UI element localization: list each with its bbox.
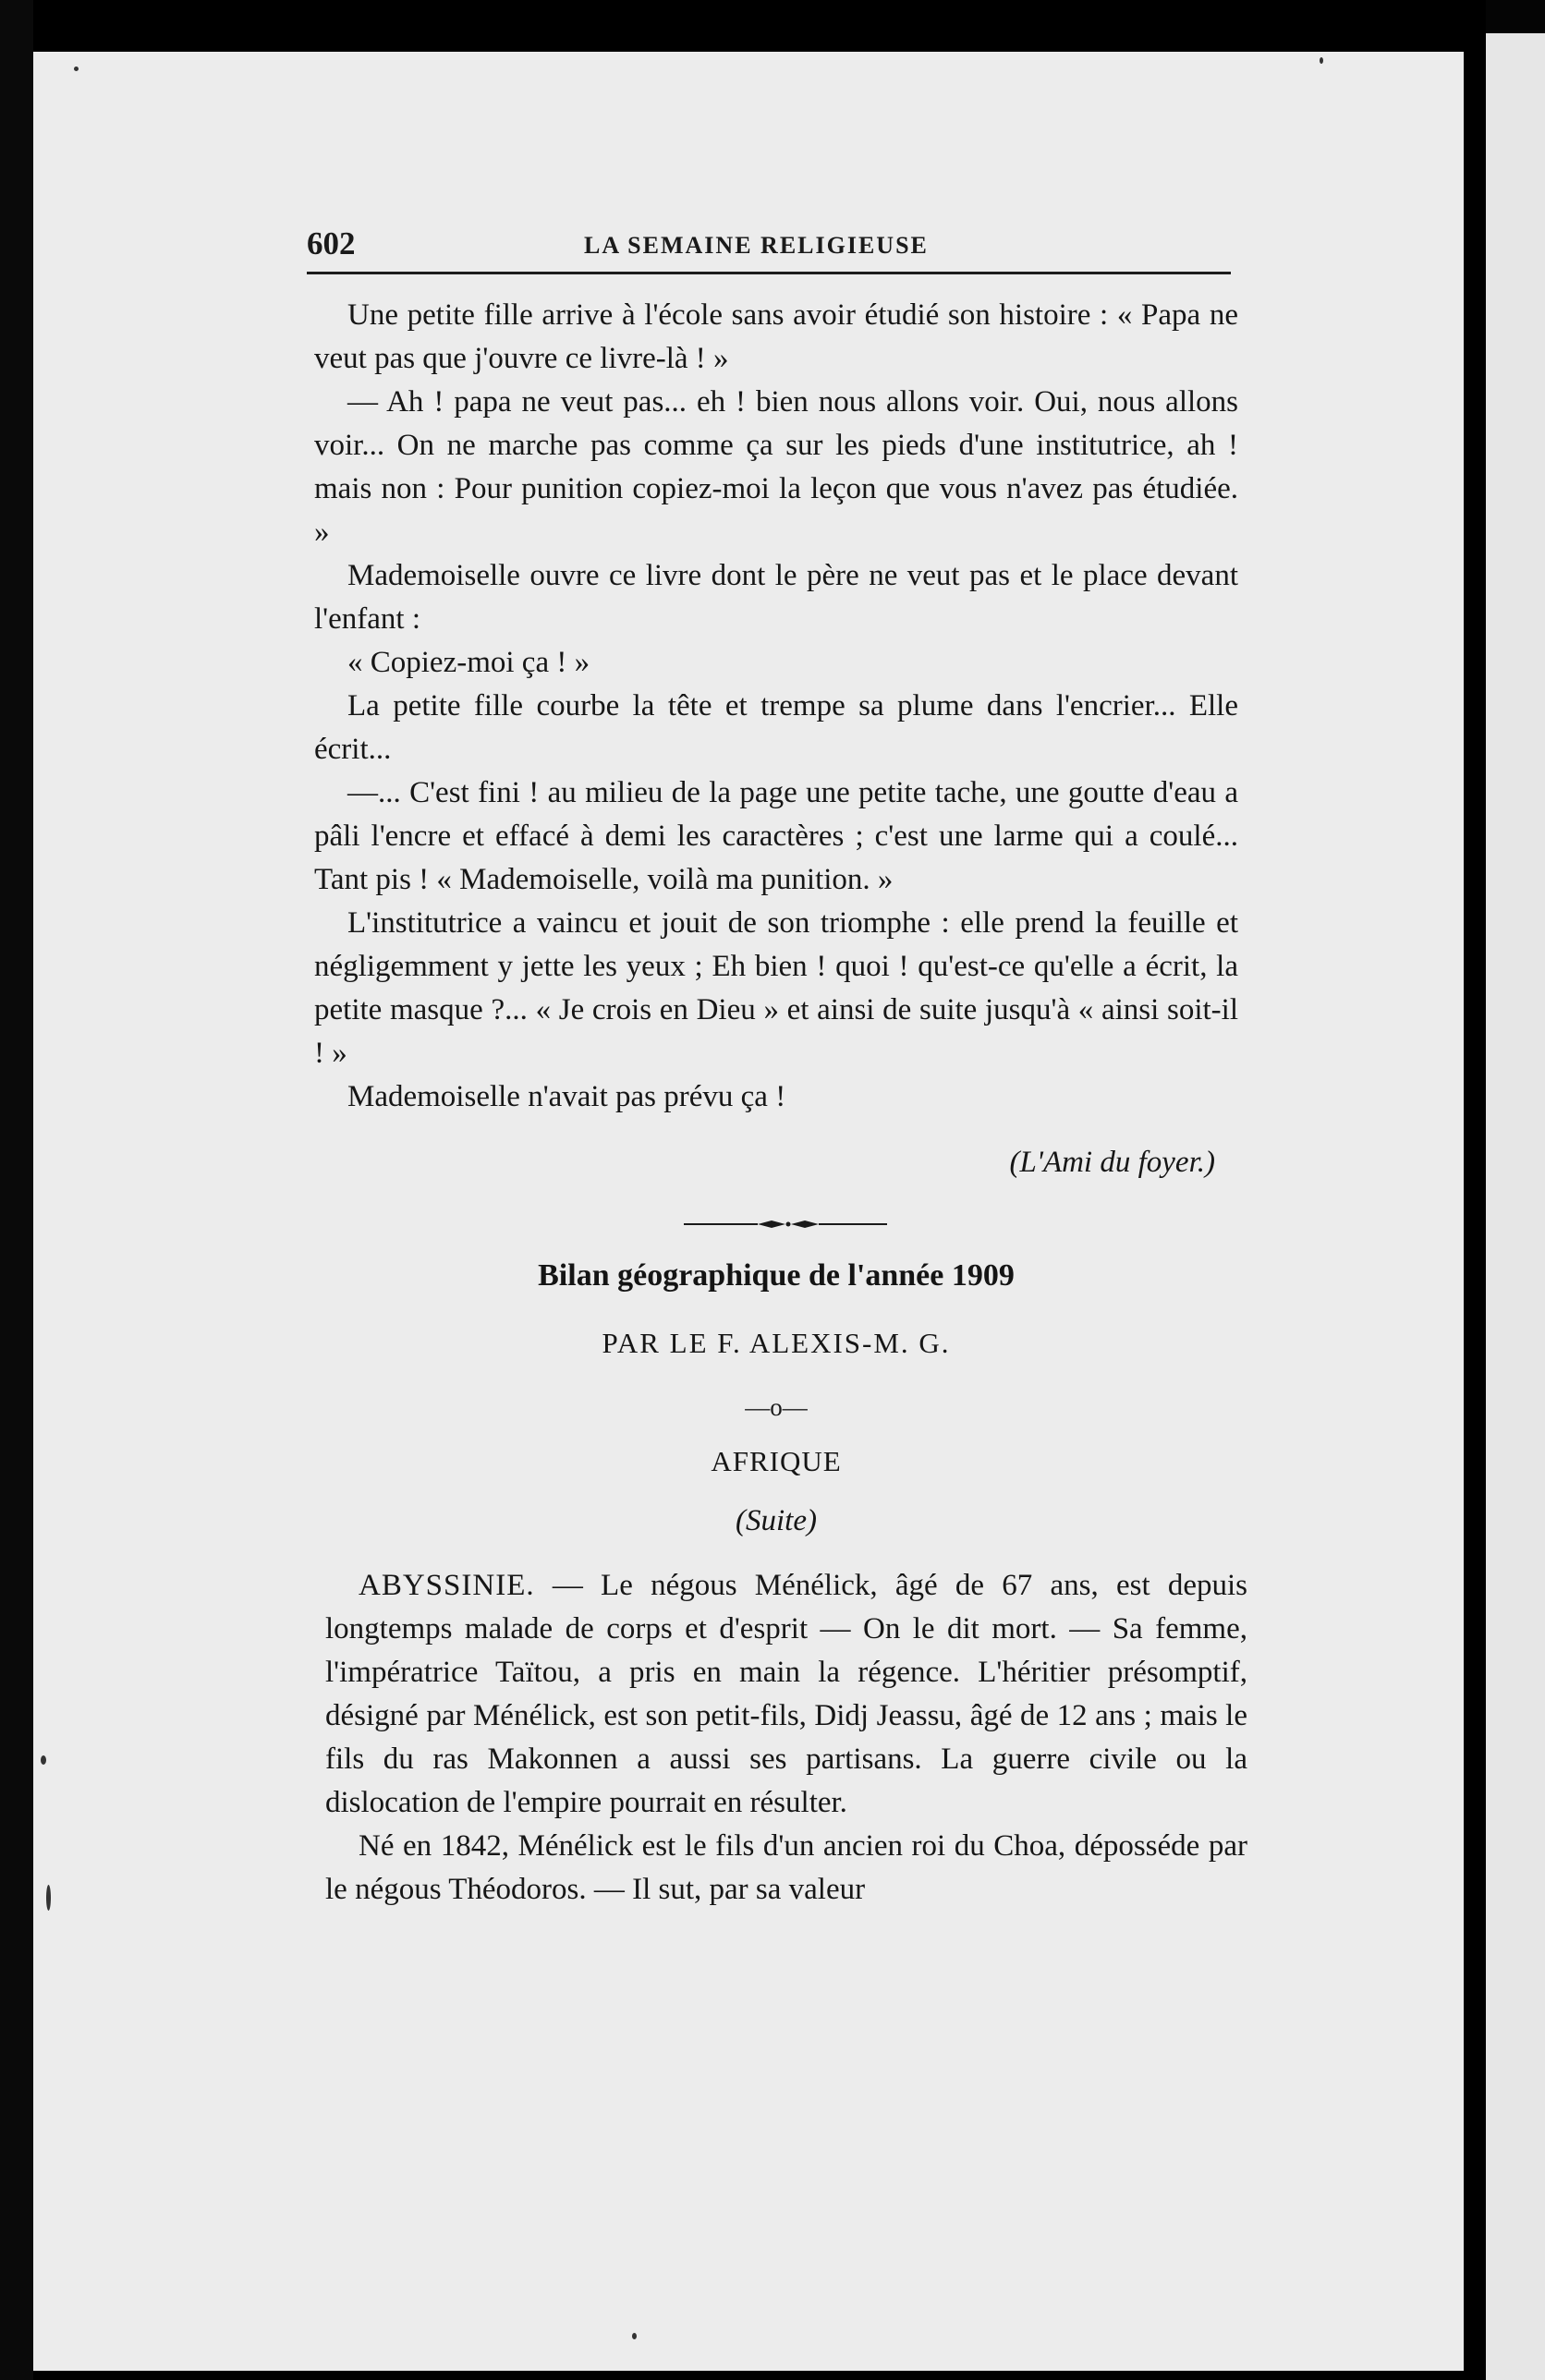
- story-text: [314, 294, 1238, 1119]
- facing-page-edge: [1486, 33, 1545, 2380]
- paragraph-body: — Le négous Ménélick, âgé de 67 ans, est depuis longtemps malade de corps et d'esprit — On le dit mort. — Sa femme, l'impératrice Taïtou, a pris en main la régence. L'héritier présomptif, désigné par Ménélick, est son petit-fils, Didj Jeassu, âgé de 12 ans ; mais le fils du ras Makonnen a aussi ses partisans. La guerre civile ou la dislocation de l'empire pourrait en résulter.: [325, 1569, 1247, 1819]
- article-title: Bilan géographique de l'année 1909: [538, 1258, 1015, 1293]
- story-attribution: (L'Ami du foyer.): [1009, 1146, 1215, 1179]
- article-byline: PAR LE F. ALEXIS-M. G.: [602, 1327, 951, 1359]
- paragraph: « Copiez-moi ça ! »: [347, 646, 590, 679]
- paragraph: —... C'est fini ! au milieu de la page une petite tache, une goutte d'eau a pâli l'encre et effacé à demi les caractères ; c'est une larme qui a coulé... Tant pis ! « Mademoiselle, voilà ma punition. »: [314, 776, 1238, 896]
- article-text: [325, 1564, 1247, 1912]
- paragraph: Mademoiselle ouvre ce livre dont le père ne veut pas et le place devant l'enfant :: [314, 559, 1238, 636]
- running-head: [307, 225, 1231, 272]
- section-subheading: (Suite): [736, 1504, 817, 1537]
- scan-border-left: [0, 0, 33, 2380]
- paragraph: Une petite fille arrive à l'école sans avoir étudié son histoire : « Papa ne veut pas que j'ouvre ce livre-là ! »: [314, 298, 1238, 375]
- running-title: LA SEMAINE RELIGIEUSE: [584, 232, 929, 259]
- lead-word: ABYSSINIE.: [359, 1569, 535, 1602]
- header-rule: [307, 272, 1231, 274]
- paragraph: L'institutrice a vaincu et jouit de son triomphe : elle prend la feuille et négligemment y jette les yeux ; Eh bien ! quoi ! qu'est-ce qu'elle a écrit, la petite masque ?... « Je crois en Dieu » et ainsi de suite jusqu'à « ainsi soit-il ! »: [314, 906, 1238, 1070]
- paragraph: — Ah ! papa ne veut pas... eh ! bien nous allons voir. Oui, nous allons voir... On ne marche pas comme ça sur les pieds d'une institutrice, ah ! mais non : Pour punition copiez-moi la leçon que vous n'avez pas étudiée. »: [314, 385, 1238, 549]
- ornament-divider: [684, 1215, 887, 1233]
- paragraph: [325, 1564, 1247, 1825]
- paragraph: Mademoiselle n'avait pas prévu ça !: [347, 1080, 786, 1113]
- paragraph: La petite fille courbe la tête et trempe sa plume dans l'encrier... Elle écrit...: [314, 689, 1238, 766]
- section-separator: —o—: [745, 1393, 808, 1421]
- paragraph: Né en 1842, Ménélick est le fils d'un ancien roi du Choa, déposséde par le négous Théodoros. — Il sut, par sa valeur: [325, 1829, 1247, 1906]
- page-gutter: [1464, 0, 1486, 2380]
- section-heading: AFRIQUE: [711, 1445, 842, 1477]
- page-number: 602: [307, 225, 356, 261]
